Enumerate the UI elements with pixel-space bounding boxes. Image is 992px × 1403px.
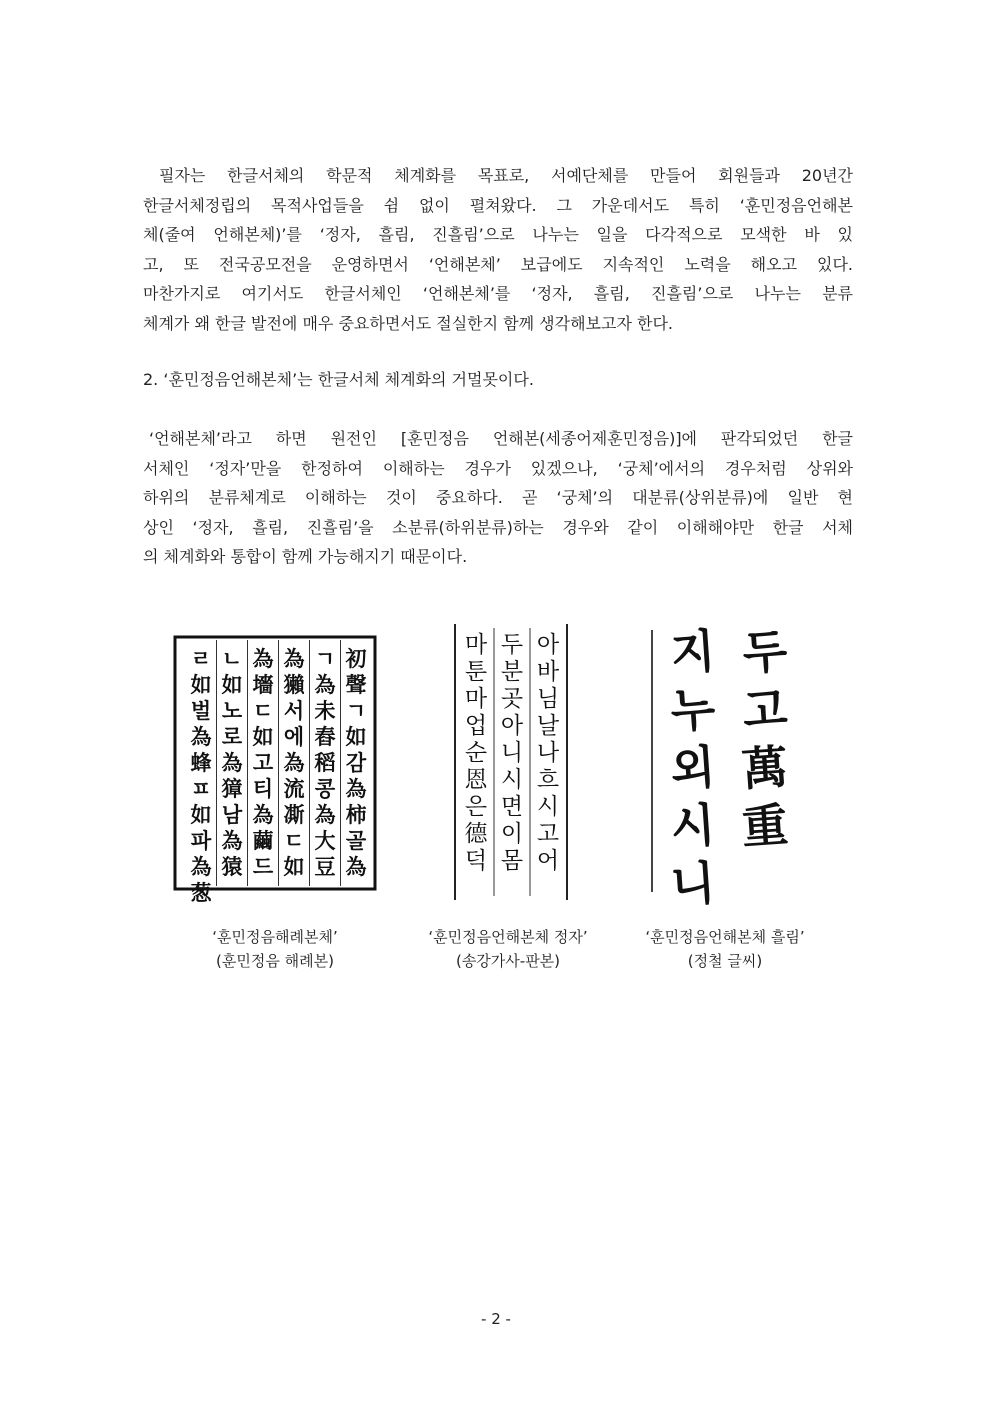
glyph: 為 <box>283 750 305 775</box>
glyph: 舂 <box>314 724 336 749</box>
glyph: 고 <box>536 821 560 847</box>
eonhae-heullim-svg <box>648 620 808 913</box>
paragraph-line: 체계가 왜 한글 발전에 매우 중요하면서도 절실한지 함께 생각해보고자 한다. <box>143 313 673 333</box>
glyph: ㄱ <box>314 646 336 671</box>
glyph: 니 <box>500 740 524 766</box>
glyph: 남 <box>221 802 243 827</box>
caption-source: (정철 글씨) <box>687 952 763 970</box>
glyph: 두 <box>500 632 524 658</box>
glyph: 為 <box>190 854 212 879</box>
glyph: 如 <box>190 672 212 697</box>
vertical-text-column <box>284 646 306 879</box>
caption-source: (송강가사-판본) <box>455 952 561 970</box>
haerye-woodblock-image <box>174 636 376 905</box>
glyph: 如 <box>345 724 367 749</box>
glyph: 은 <box>464 794 488 820</box>
paragraph-line: 서체인 ‘정자’만을 한정하여 이해하는 경우가 있겠으나, ‘궁체’에서의 경우처럼 상위와 <box>143 458 853 478</box>
caption-source: (훈민정음 해례본) <box>216 952 334 970</box>
glyph: 柿 <box>345 802 367 827</box>
eonhae-jeongja-image <box>452 624 570 900</box>
caption-title: ‘훈민정음언해본체 흘림’ <box>645 928 805 946</box>
glyph: 初 <box>345 646 367 671</box>
glyph: 시 <box>500 767 524 793</box>
glyph: 벌 <box>190 698 212 723</box>
body-paragraph-1 <box>143 161 853 339</box>
glyph: 서 <box>283 698 305 723</box>
glyph: 마 <box>464 686 488 712</box>
caption-jeongja <box>388 925 628 973</box>
glyph: 為 <box>283 646 305 671</box>
section-heading: 2. ‘훈민정음언해본체’는 한글서체 체계화의 거멀못이다. <box>143 370 534 389</box>
glyph: 골 <box>345 828 367 853</box>
paragraph-line: 상인 ‘정자, 흘림, 진흘림’을 소분류(하위분류)하는 경우와 같이 이해해야만 한글 서체 <box>143 517 853 537</box>
caption-heullim <box>605 925 845 973</box>
vertical-text-column <box>345 646 367 879</box>
glyph: 순 <box>464 740 488 766</box>
glyph: 마 <box>464 632 488 658</box>
glyph: 어 <box>536 848 560 874</box>
vertical-text-column <box>740 624 790 855</box>
glyph: 獐 <box>221 776 243 801</box>
glyph: 흐 <box>536 767 560 793</box>
glyph: 바 <box>536 659 560 685</box>
glyph: 두 <box>740 623 789 681</box>
page-number: - 2 - <box>481 1310 511 1328</box>
glyph: 날 <box>536 713 560 739</box>
glyph: 티 <box>252 776 274 801</box>
caption-haerye <box>155 925 395 973</box>
glyph: 분 <box>500 659 524 685</box>
glyph: 為 <box>190 724 212 749</box>
glyph: 시 <box>536 794 560 820</box>
paragraph-line: ‘언해본체’라고 하면 원전인 [훈민정음 언해본(세종어제훈민정음)]에 판각되었던 한글 <box>149 429 853 448</box>
vertical-text-column <box>221 646 243 879</box>
paragraph-line: 체(줄여 언해본체)’를 ‘정자, 흘림, 진흘림’으로 나누는 일을 다각적으로 모색한 바 있 <box>143 225 853 245</box>
glyph: 為 <box>221 828 243 853</box>
glyph: 툰 <box>464 659 488 685</box>
glyph: 감 <box>345 750 367 775</box>
glyph: 몸 <box>500 848 524 874</box>
glyph: ㄷ <box>283 828 305 853</box>
glyph: 님 <box>536 686 560 712</box>
glyph: 如 <box>283 854 305 879</box>
paragraph-line: 의 체계화와 통합이 함께 가능해지기 때문이다. <box>143 547 468 567</box>
paragraph-line: 고, 또 전국공모전을 운영하면서 ‘언해본체’ 보급에도 지속적인 노력을 해오고 있다. <box>143 254 853 274</box>
paragraph-line: 하위의 분류체계로 이해하는 것이 중요하다. 곧 ‘궁체’의 대분류(상위분류)에 일반 현 <box>143 488 853 508</box>
glyph: ㄷ <box>252 698 274 723</box>
glyph: 외 <box>668 739 717 797</box>
vertical-text-column <box>669 624 718 913</box>
paragraph-line: 필자는 한글서체의 학문적 체계화를 목표로, 서예단체를 만들어 회원들과 20년간 <box>159 166 853 185</box>
paragraph-line: 한글서체정립의 목적사업들을 쉼 없이 펼쳐왔다. 그 가운데서도 특히 ‘훈민정음언해본 <box>143 195 853 215</box>
vertical-text-column <box>314 646 336 879</box>
glyph: 為 <box>252 646 274 671</box>
caption-title: ‘훈민정음언해본체 정자’ <box>428 928 588 946</box>
glyph: ㄴ <box>221 646 243 671</box>
glyph: 為 <box>314 802 336 827</box>
glyph: 為 <box>252 802 274 827</box>
glyph: 아 <box>500 713 524 739</box>
eonhae-heullim-calligraphy-image <box>648 620 808 913</box>
glyph: 墻 <box>252 672 274 697</box>
glyph: 德 <box>464 821 488 847</box>
glyph: 萬 <box>740 739 790 797</box>
glyph: 고 <box>740 681 789 739</box>
glyph: 為 <box>345 776 367 801</box>
caption-title: ‘훈민정음해례본체’ <box>212 928 338 946</box>
glyph: 콩 <box>314 776 336 801</box>
glyph: 로 <box>221 724 243 749</box>
glyph: 為 <box>314 672 336 697</box>
glyph: 恩 <box>464 767 488 793</box>
glyph: 葱 <box>190 880 212 905</box>
glyph: 流 <box>283 776 305 801</box>
glyph: 蜂 <box>190 750 212 775</box>
glyph: 猿 <box>221 854 243 879</box>
glyph: 未 <box>314 698 336 723</box>
glyph: 如 <box>252 724 274 749</box>
glyph: 지 <box>668 623 717 681</box>
glyph: 大 <box>314 828 336 853</box>
glyph: 덕 <box>464 848 488 874</box>
glyph: 聲 <box>345 672 367 697</box>
glyph: 노 <box>221 698 243 723</box>
glyph: 重 <box>740 797 790 855</box>
glyph: 니 <box>668 855 717 913</box>
glyph: 곳 <box>500 686 524 712</box>
glyph: 면 <box>500 794 524 820</box>
eonhae-jeongja-svg <box>452 624 570 900</box>
glyph: ㄱ <box>345 698 367 723</box>
glyph: 나 <box>536 740 560 766</box>
vertical-text-column <box>253 646 274 879</box>
glyph: 如 <box>221 672 243 697</box>
glyph: 豆 <box>314 854 336 879</box>
glyph: 고 <box>252 750 274 775</box>
vertical-text-column <box>537 632 560 874</box>
glyph: 누 <box>668 681 717 739</box>
glyph: 드 <box>252 854 274 879</box>
glyph: 為 <box>345 854 367 879</box>
glyph: 시 <box>668 797 717 855</box>
vertical-text-column <box>465 632 489 874</box>
paragraph-line: 마찬가지로 여기서도 한글서체인 ‘언해본체’를 ‘정자, 흘림, 진흘림’으로 나누는 분류 <box>143 284 853 304</box>
glyph: 이 <box>500 821 524 847</box>
glyph: 為 <box>221 750 243 775</box>
glyph: 獺 <box>283 672 305 697</box>
haerye-woodblock-svg <box>174 636 376 905</box>
glyph: 파 <box>190 828 212 853</box>
glyph: 如 <box>190 802 212 827</box>
glyph: 아 <box>536 632 560 658</box>
vertical-text-column <box>501 632 524 874</box>
glyph: 凘 <box>283 802 305 827</box>
glyph: ㅍ <box>190 776 212 801</box>
glyph: 업 <box>464 713 488 739</box>
glyph: 繭 <box>252 828 274 853</box>
body-paragraph-2 <box>143 424 853 572</box>
glyph: ㄹ <box>190 646 212 671</box>
glyph: 稻 <box>314 750 336 775</box>
glyph: 에 <box>283 724 305 749</box>
vertical-text-column <box>191 646 213 905</box>
